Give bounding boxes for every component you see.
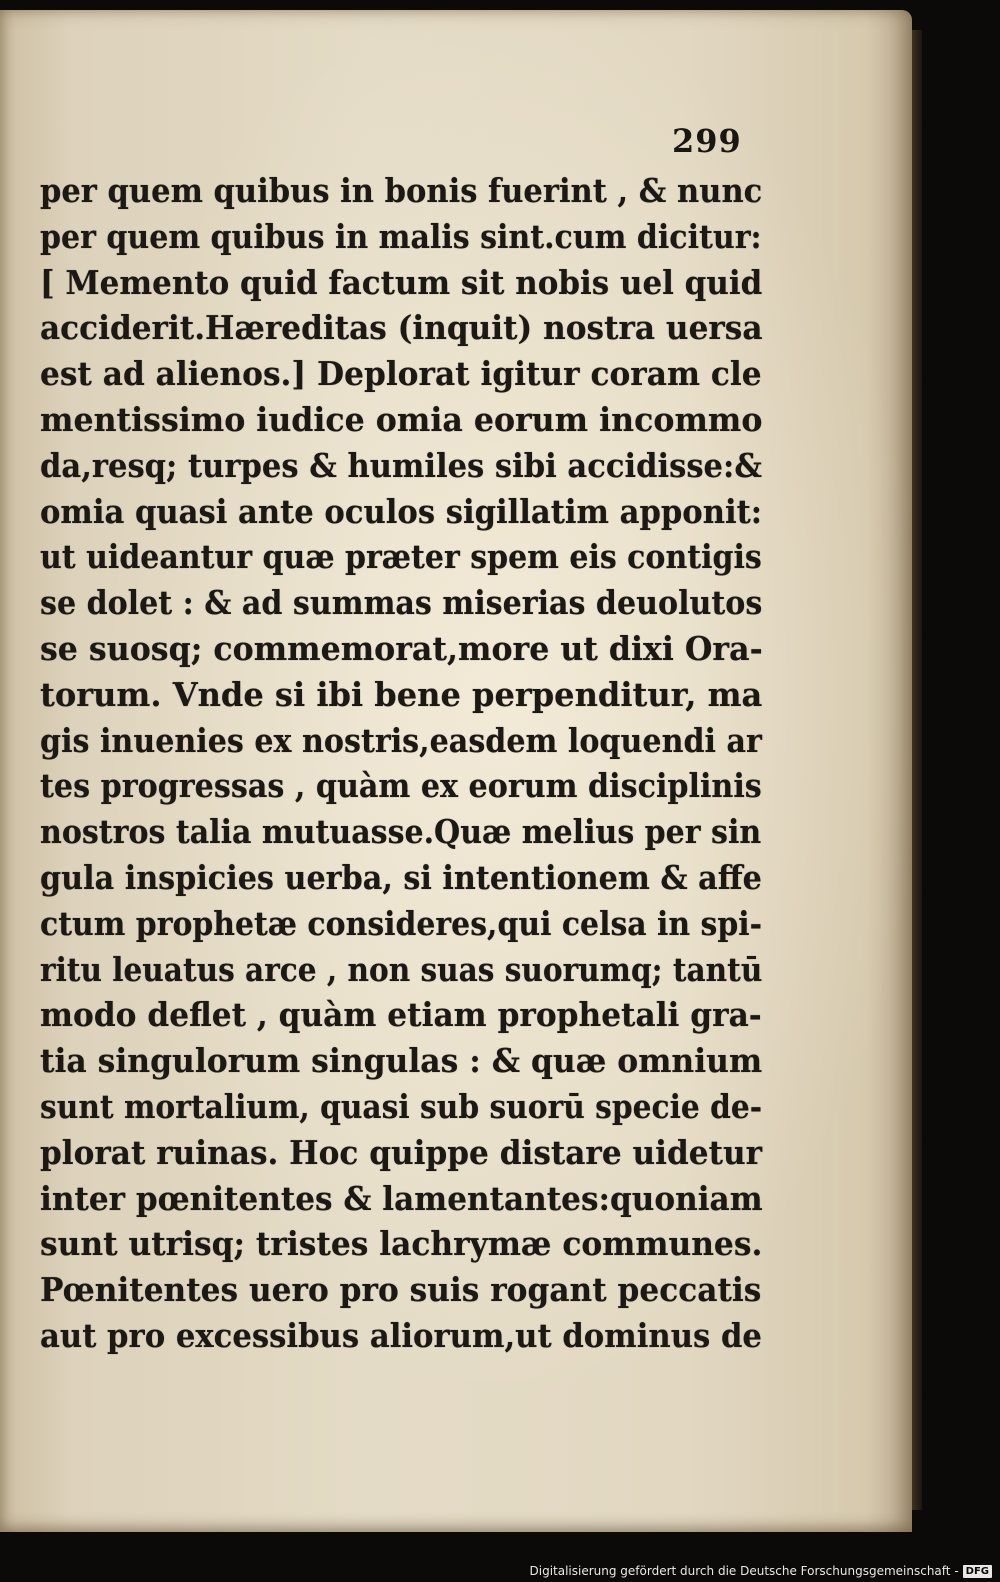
text-line: sunt mortalium, quasi sub suorū specie de-	[40, 1086, 763, 1126]
text-line: tia singulorum singulas : & quæ omnium	[40, 1041, 763, 1081]
text-line: nostros talia mutuasse.Quæ melius per sin	[40, 812, 762, 852]
text-line: se suosq; commemorat,more ut dixi Ora-	[40, 628, 763, 668]
text-line: se dolet : & ad summas miserias deuolutos	[40, 583, 763, 623]
text-line: torum. Vnde si ibi bene perpenditur, ma	[40, 674, 763, 714]
text-line: per quem quibus in bonis fuerint , & nunc	[40, 171, 763, 210]
text-line: inter pœnitentes & lamentantes:quoniam	[40, 1178, 763, 1218]
text-line: ut uideantur quæ præter spem eis contigis	[40, 537, 762, 577]
text-line: gis inuenies ex nostris,easdem loquendi ar	[40, 720, 762, 760]
text-line: mentissimo iudice omia eorum incommo	[40, 399, 763, 439]
text-line: gula inspicies uerba, si intentionem & affe	[40, 857, 762, 897]
text-line: aut pro excessibus aliorum,ut dominus de	[40, 1315, 762, 1355]
page-number: 299	[672, 122, 742, 160]
text-line: modo deflet , quàm etiam prophetali gra-	[40, 995, 762, 1035]
text-line: per quem quibus in malis sint.cum dicitur:	[40, 216, 762, 256]
text-line: da,resq; turpes & humiles sibi accidisse:&	[40, 445, 762, 485]
digitization-credit	[530, 1564, 993, 1578]
dfg-logo-icon: DFG	[963, 1565, 992, 1578]
text-line: ctum prophetæ consideres,qui celsa in spi-	[40, 903, 763, 943]
text-line: tes progressas , quàm ex eorum disciplinis	[40, 766, 762, 806]
text-line: Pœnitentes uero pro suis rogant peccatis	[40, 1270, 762, 1310]
credit-text: Digitalisierung gefördert durch die Deutsche Forschungsgemeinschaft -	[529, 1564, 959, 1578]
text-line: sunt utrisq; tristes lachrymæ communes.	[40, 1224, 763, 1264]
text-line: acciderit.Hæreditas (inquit) nostra uersa	[40, 308, 763, 348]
text-line: omia quasi ante oculos sigillatim apponit:	[40, 491, 763, 531]
text-line: est ad alienos.] Deplorat igitur coram cle	[40, 354, 762, 394]
text-line: ritu leuatus arce , non suas suorumq; tantū	[40, 949, 763, 989]
text-block	[40, 168, 780, 1359]
book-page	[0, 10, 912, 1532]
text-line: plorat ruinas. Hoc quippe distare uidetur	[40, 1132, 763, 1172]
text-line: [ Memento quid factum sit nobis uel quid	[40, 262, 763, 302]
